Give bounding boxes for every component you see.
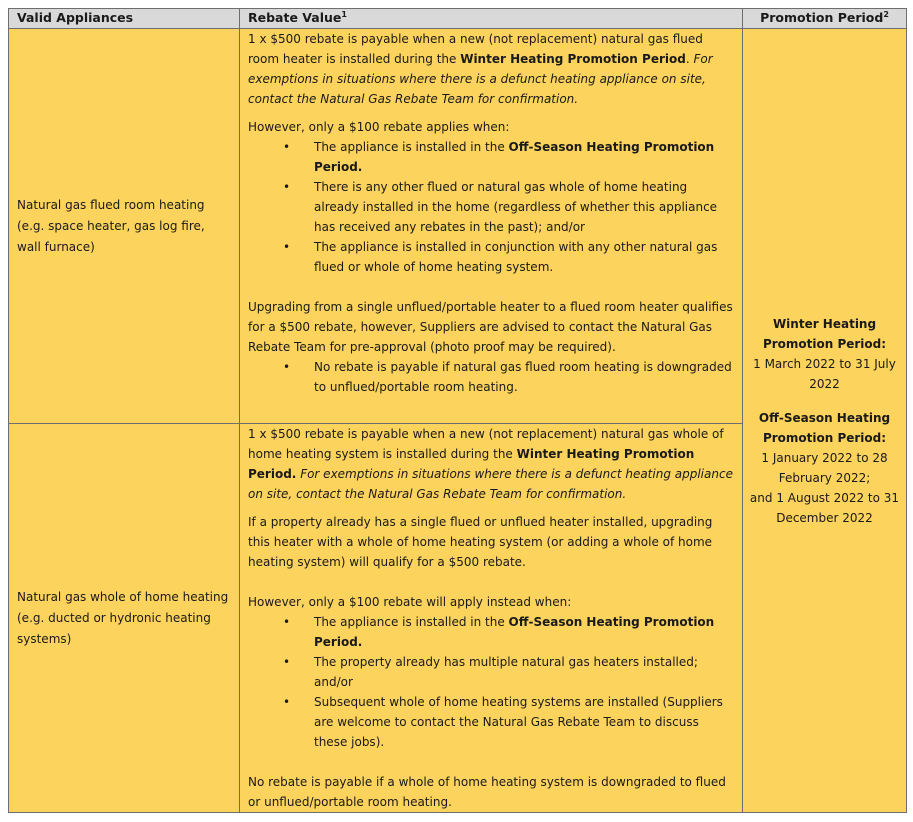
list-item: • The appliance is installed in conjunction with any other natural gas flued or whole of home heating system.: [314, 237, 734, 277]
winter-period-dates: 1 March 2022 to 31 July 2022: [753, 356, 896, 391]
footnote-marker-2: 2: [883, 10, 889, 19]
offseason-period-label: Off-Season Heating Promotion Period:: [758, 410, 891, 445]
list-item: • The appliance is installed in the Off-Season Heating Promotion Period.: [314, 137, 734, 177]
rebate-cell: [240, 424, 743, 813]
rebate-intro: 1 x $500 rebate is payable when a new (not replacement) natural gas whole of home heating system is installed during the Winter Heating Promotion Period. For exemptions in situations where there is a defunct heating appliance on site, contact the Natural Gas Rebate Team for confirmation.: [248, 427, 733, 501]
rebate-however: However, only a $100 rebate will apply instead when:: [248, 595, 572, 609]
table-row-flued-room-heating: [9, 29, 907, 424]
offseason-period-dates-2: and 1 August 2022 to 31 December 2022: [749, 490, 900, 525]
header-promotion-period: Promotion Period$^2$: [743, 9, 907, 29]
rebate-cell: [240, 29, 743, 424]
appliance-cell: Natural gas flued room heating (e.g. space heater, gas log fire, wall furnace): [9, 29, 240, 424]
rebate-property: If a property already has a single flued or unflued heater installed, upgrading this heater with a whole of home heating system (or adding a whole of home heating system) will qualify for a $500 rebate.: [248, 515, 713, 569]
rebate-however: However, only a $100 rebate applies when:: [248, 120, 510, 134]
rebate-intro: 1 x $500 rebate is payable when a new (not replacement) natural gas flued room heater is installed during the Winter Heating Promotion Period. For exemptions in situations where there is a defunct heating appliance on site, contact the Natural Gas Rebate Team for confirmation.: [248, 32, 713, 106]
rebate-upgrade: Upgrading from a single unflued/portable heater to a flued room heater qualifies for a $500 rebate, however, Suppliers are advised to contact the Natural Gas Rebate Team for pre-approval (photo proof may be required).: [248, 300, 733, 354]
promotion-period-cell: [743, 29, 907, 813]
list-item: • The appliance is installed in the Off-Season Heating Promotion Period.: [314, 612, 734, 652]
header-row: [9, 9, 907, 29]
winter-period-label: Winter Heating Promotion Period:: [762, 316, 887, 351]
list-item: • Subsequent whole of home heating systems are installed (Suppliers are welcome to contact the Natural Gas Rebate Team to discuss these jobs).: [314, 692, 734, 752]
condition-list: [248, 612, 734, 752]
rebate-table: [8, 8, 907, 813]
header-rebate-value: Rebate Value$^1$: [240, 9, 743, 29]
list-item: • The property already has multiple natural gas heaters installed; and/or: [314, 652, 734, 692]
list-item: • No rebate is payable if natural gas flued room heating is downgraded to unflued/portable room heating.: [314, 357, 734, 397]
no-rebate-list: [248, 357, 734, 397]
footnote-marker-1: 1: [341, 10, 347, 19]
condition-list: [248, 137, 734, 277]
appliance-cell: Natural gas whole of home heating (e.g. ducted or hydronic heating systems): [9, 424, 240, 813]
header-valid-appliances: Valid Appliances: [9, 9, 240, 29]
list-item: • There is any other flued or natural gas whole of home heating already installed in the home (regardless of whether this appliance has received any rebates in the past); and/or: [314, 177, 734, 237]
offseason-period-dates-1: 1 January 2022 to 28 February 2022;: [761, 450, 888, 485]
rebate-no-rebate: No rebate is payable if a whole of home heating system is downgraded to flued or unflued/portable room heating.: [248, 775, 726, 809]
